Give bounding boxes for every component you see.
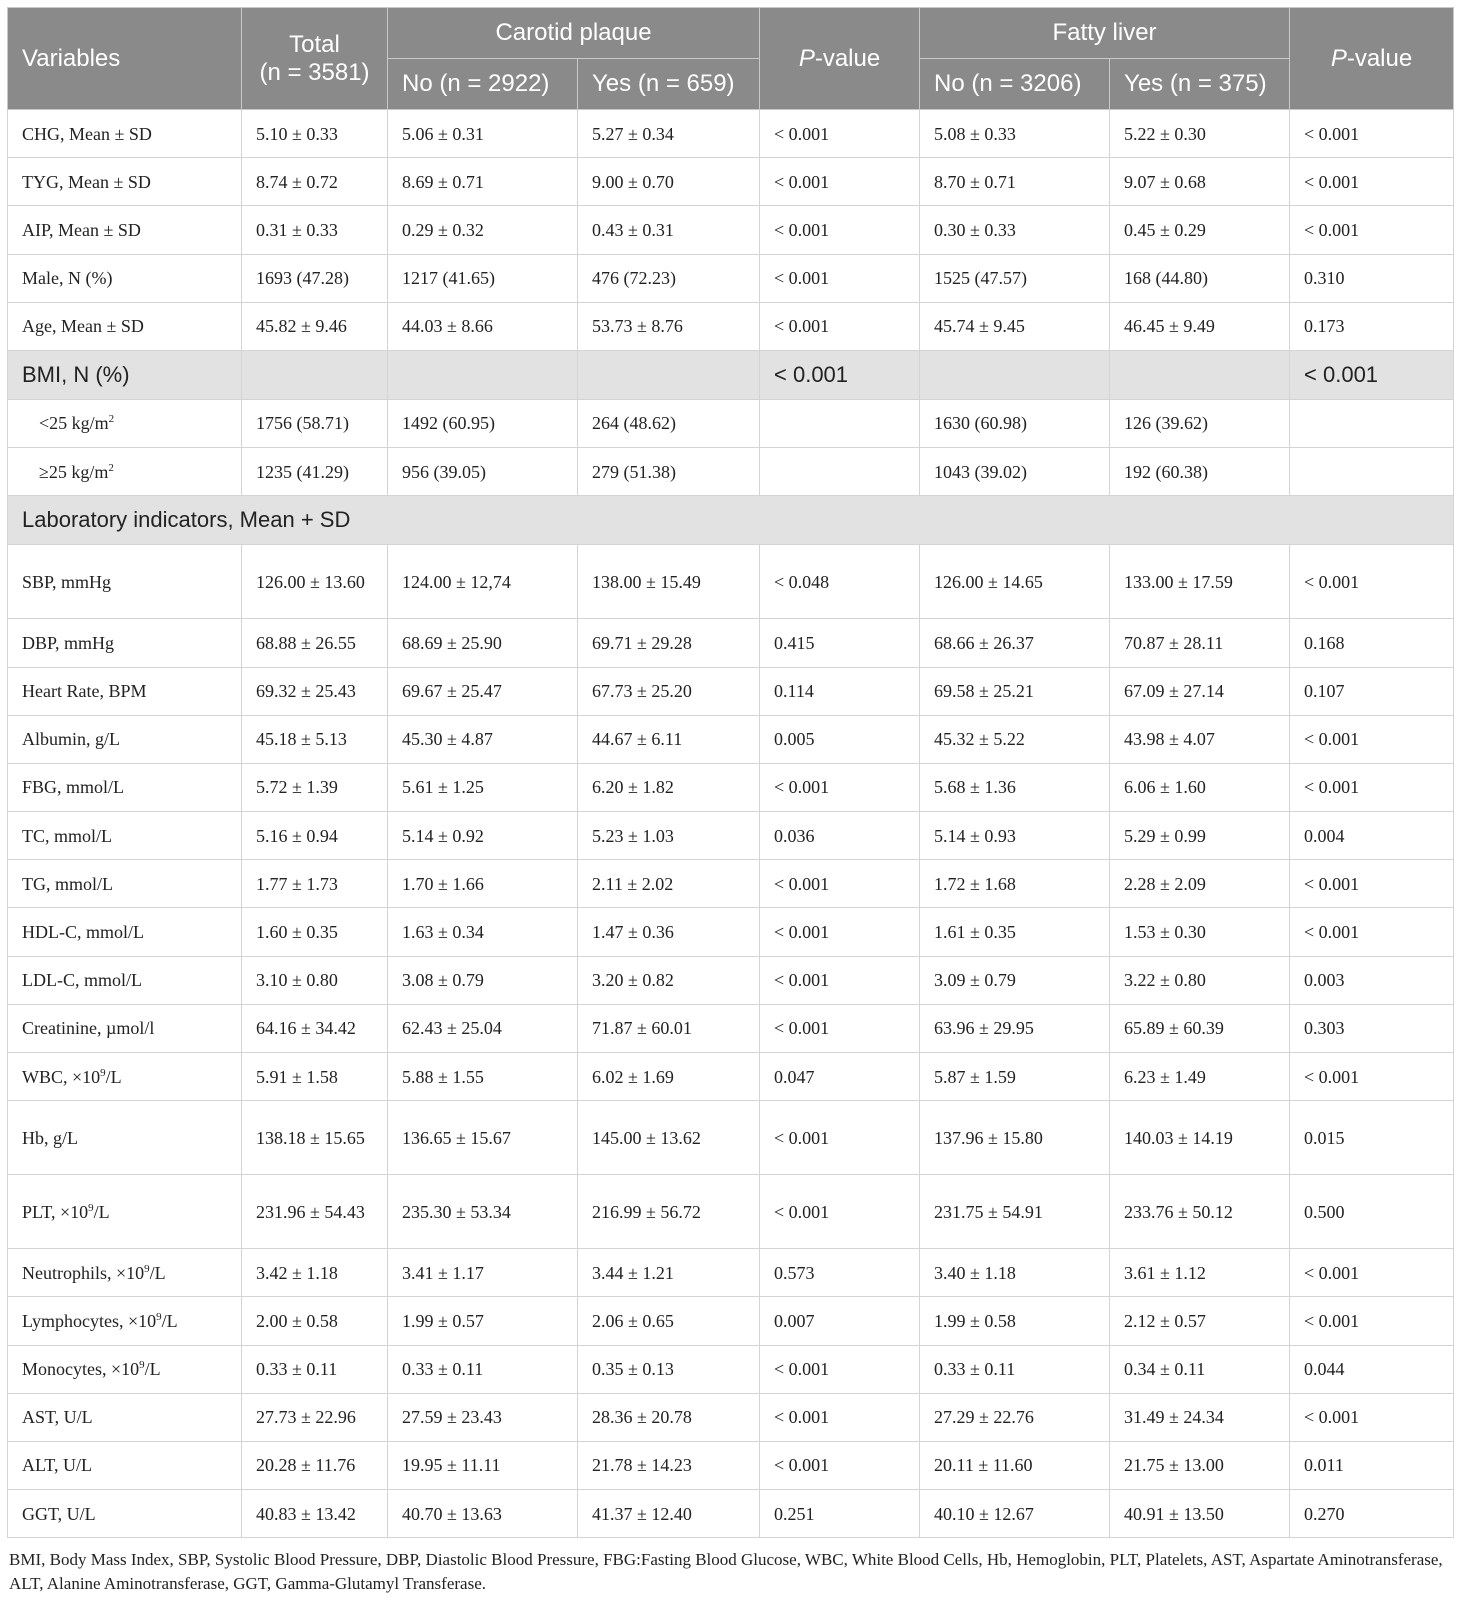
cell-fatty-p	[1290, 399, 1454, 447]
cell-carotid-yes: 145.00 ± 13.62	[578, 1101, 760, 1175]
cell-fatty-yes: 21.75 ± 13.00	[1110, 1441, 1290, 1489]
cell-carotid-no: 1.63 ± 0.34	[388, 908, 578, 956]
table-row	[8, 1249, 1454, 1297]
cell-total: 0.31 ± 0.33	[242, 206, 388, 254]
cell-total: 5.10 ± 0.33	[242, 110, 388, 158]
table-header	[8, 8, 1454, 110]
cell-fatty-p: < 0.001	[1290, 545, 1454, 619]
cell-carotid-p: < 0.001	[760, 763, 920, 811]
bmi-fatty-p: < 0.001	[1290, 350, 1454, 399]
cell-carotid-p: < 0.001	[760, 1441, 920, 1489]
cell-carotid-no: 44.03 ± 8.66	[388, 302, 578, 350]
table-container	[7, 7, 1453, 1596]
header-total-label: Total	[289, 30, 340, 58]
cell-fatty-yes: 6.23 ± 1.49	[1110, 1053, 1290, 1101]
cell-fatty-p: < 0.001	[1290, 860, 1454, 908]
header-fatty-no: No (n = 3206)	[920, 59, 1110, 110]
cell-fatty-no: 0.30 ± 0.33	[920, 206, 1110, 254]
cell-total: 27.73 ± 22.96	[242, 1393, 388, 1441]
cell-total: 68.88 ± 26.55	[242, 619, 388, 667]
cell-carotid-yes: 5.23 ± 1.03	[578, 812, 760, 860]
baseline-characteristics-table	[7, 7, 1454, 1538]
row-label: PLT, $\times 10^9/L$	[8, 1175, 242, 1249]
cell-carotid-p	[760, 448, 920, 496]
cell-total: 1693 (47.28)	[242, 254, 388, 302]
table-row	[8, 763, 1454, 811]
cell-carotid-yes: 279 (51.38)	[578, 448, 760, 496]
table-row	[8, 619, 1454, 667]
cell-carotid-p: 0.251	[760, 1490, 920, 1538]
cell-total: 231.96 ± 54.43	[242, 1175, 388, 1249]
cell-carotid-no: 8.69 ± 0.71	[388, 158, 578, 206]
table-row	[8, 254, 1454, 302]
cell-carotid-no: 235.30 ± 53.34	[388, 1175, 578, 1249]
cell-carotid-no: 19.95 ± 11.11	[388, 1441, 578, 1489]
cell-carotid-p: 0.005	[760, 715, 920, 763]
cell-fatty-p: 0.003	[1290, 956, 1454, 1004]
table-row	[8, 860, 1454, 908]
cell-carotid-p: < 0.001	[760, 1393, 920, 1441]
cell-fatty-no: 45.74 ± 9.45	[920, 302, 1110, 350]
cell-carotid-yes: 3.20 ± 0.82	[578, 956, 760, 1004]
table-row	[8, 110, 1454, 158]
cell-carotid-no: 1217 (41.65)	[388, 254, 578, 302]
row-label: ≥25 $kg/m^2$	[8, 448, 242, 496]
cell-fatty-yes: 2.12 ± 0.57	[1110, 1297, 1290, 1345]
cell-carotid-p: 0.007	[760, 1297, 920, 1345]
cell-fatty-p: < 0.001	[1290, 1393, 1454, 1441]
row-label: Albumin, g/L	[8, 715, 242, 763]
header-fatty-liver: Fatty liver	[920, 8, 1290, 59]
cell-carotid-yes: 2.06 ± 0.65	[578, 1297, 760, 1345]
table-row	[8, 1175, 1454, 1249]
cell-carotid-p: 0.114	[760, 667, 920, 715]
row-label: AIP, Mean ± SD	[8, 206, 242, 254]
header-carotid-no: No (n = 2922)	[388, 59, 578, 110]
table-row	[8, 956, 1454, 1004]
cell-carotid-no: 5.61 ± 1.25	[388, 763, 578, 811]
cell-fatty-no: 1525 (47.57)	[920, 254, 1110, 302]
cell-carotid-p: < 0.048	[760, 545, 920, 619]
cell-fatty-yes: 126 (39.62)	[1110, 399, 1290, 447]
cell-carotid-yes: 67.73 ± 25.20	[578, 667, 760, 715]
table-body	[8, 110, 1454, 545]
cell-carotid-yes: 5.27 ± 0.34	[578, 110, 760, 158]
row-label: Age, Mean ± SD	[8, 302, 242, 350]
cell-carotid-no: 3.08 ± 0.79	[388, 956, 578, 1004]
cell-carotid-p	[760, 399, 920, 447]
cell-fatty-no: 5.14 ± 0.93	[920, 812, 1110, 860]
cell-fatty-p: < 0.001	[1290, 1053, 1454, 1101]
cell-carotid-yes: 53.73 ± 8.76	[578, 302, 760, 350]
cell-carotid-no: 40.70 ± 13.63	[388, 1490, 578, 1538]
cell-fatty-no: 1.99 ± 0.58	[920, 1297, 1110, 1345]
cell-carotid-yes: 0.35 ± 0.13	[578, 1345, 760, 1393]
cell-carotid-no: 1.70 ± 1.66	[388, 860, 578, 908]
cell-fatty-no: 5.87 ± 1.59	[920, 1053, 1110, 1101]
cell-fatty-no: 126.00 ± 14.65	[920, 545, 1110, 619]
cell-fatty-yes: 233.76 ± 50.12	[1110, 1175, 1290, 1249]
cell-fatty-p: 0.004	[1290, 812, 1454, 860]
cell-fatty-yes: 5.29 ± 0.99	[1110, 812, 1290, 860]
cell-carotid-p: < 0.001	[760, 1101, 920, 1175]
cell-fatty-no: 1630 (60.98)	[920, 399, 1110, 447]
cell-fatty-no: 69.58 ± 25.21	[920, 667, 1110, 715]
cell-carotid-no: 69.67 ± 25.47	[388, 667, 578, 715]
cell-fatty-no: 27.29 ± 22.76	[920, 1393, 1110, 1441]
cell-carotid-no: 0.29 ± 0.32	[388, 206, 578, 254]
header-carotid-yes: Yes (n = 659)	[578, 59, 760, 110]
cell-total: 69.32 ± 25.43	[242, 667, 388, 715]
table-row	[8, 812, 1454, 860]
cell-carotid-no: 5.06 ± 0.31	[388, 110, 578, 158]
cell-carotid-no: 5.14 ± 0.92	[388, 812, 578, 860]
cell-carotid-p: 0.573	[760, 1249, 920, 1297]
cell-total: 5.16 ± 0.94	[242, 812, 388, 860]
cell-fatty-no: 3.09 ± 0.79	[920, 956, 1110, 1004]
table-row	[8, 206, 1454, 254]
cell-fatty-p: 0.168	[1290, 619, 1454, 667]
table-row	[8, 545, 1454, 619]
cell-carotid-yes: 44.67 ± 6.11	[578, 715, 760, 763]
cell-fatty-no: 5.08 ± 0.33	[920, 110, 1110, 158]
section-row-bmi	[8, 350, 1454, 399]
cell-total: 1.60 ± 0.35	[242, 908, 388, 956]
table-row	[8, 1297, 1454, 1345]
cell-total: 40.83 ± 13.42	[242, 1490, 388, 1538]
cell-fatty-p: < 0.001	[1290, 715, 1454, 763]
row-label: LDL-C, mmol/L	[8, 956, 242, 1004]
cell-carotid-yes: 69.71 ± 29.28	[578, 619, 760, 667]
cell-fatty-yes: 70.87 ± 28.11	[1110, 619, 1290, 667]
cell-fatty-no: 8.70 ± 0.71	[920, 158, 1110, 206]
row-label: AST, U/L	[8, 1393, 242, 1441]
cell-fatty-yes: 3.22 ± 0.80	[1110, 956, 1290, 1004]
cell-fatty-no: 68.66 ± 26.37	[920, 619, 1110, 667]
cell-fatty-yes: 9.07 ± 0.68	[1110, 158, 1290, 206]
cell-fatty-yes: 40.91 ± 13.50	[1110, 1490, 1290, 1538]
cell-carotid-yes: 6.20 ± 1.82	[578, 763, 760, 811]
row-label: CHG, Mean ± SD	[8, 110, 242, 158]
cell-fatty-yes: 1.53 ± 0.30	[1110, 908, 1290, 956]
bmi-carotid-p: < 0.001	[760, 350, 920, 399]
table-row	[8, 1441, 1454, 1489]
cell-fatty-p: 0.173	[1290, 302, 1454, 350]
section-row-laboratory	[8, 496, 1454, 545]
cell-total: 3.10 ± 0.80	[242, 956, 388, 1004]
cell-fatty-p: < 0.001	[1290, 110, 1454, 158]
cell-total: 1756 (58.71)	[242, 399, 388, 447]
cell-fatty-yes: 192 (60.38)	[1110, 448, 1290, 496]
cell-carotid-p: < 0.001	[760, 158, 920, 206]
section-label-laboratory: Laboratory indicators, Mean + SD	[8, 496, 1454, 545]
cell-fatty-p: 0.044	[1290, 1345, 1454, 1393]
row-label: <25 $kg/m^2$	[8, 399, 242, 447]
cell-carotid-yes: 71.87 ± 60.01	[578, 1004, 760, 1052]
cell-carotid-no: 45.30 ± 4.87	[388, 715, 578, 763]
cell-carotid-yes: 28.36 ± 20.78	[578, 1393, 760, 1441]
cell-fatty-p: 0.500	[1290, 1175, 1454, 1249]
row-label: TYG, Mean ± SD	[8, 158, 242, 206]
cell-carotid-p: < 0.001	[760, 254, 920, 302]
cell-carotid-no: 5.88 ± 1.55	[388, 1053, 578, 1101]
row-label: Creatinine, µmol/l	[8, 1004, 242, 1052]
row-label: Lymphocytes, $\times 10^9/L$	[8, 1297, 242, 1345]
cell-carotid-p: < 0.001	[760, 1175, 920, 1249]
cell-carotid-yes: 216.99 ± 56.72	[578, 1175, 760, 1249]
cell-carotid-no: 3.41 ± 1.17	[388, 1249, 578, 1297]
cell-fatty-no: 231.75 ± 54.91	[920, 1175, 1110, 1249]
cell-fatty-p: < 0.001	[1290, 908, 1454, 956]
table-row	[8, 1053, 1454, 1101]
cell-fatty-p: < 0.001	[1290, 158, 1454, 206]
cell-carotid-p: < 0.001	[760, 206, 920, 254]
row-label: TG, mmol/L	[8, 860, 242, 908]
cell-fatty-yes: 65.89 ± 60.39	[1110, 1004, 1290, 1052]
cell-carotid-p: 0.047	[760, 1053, 920, 1101]
header-carotid-plaque: Carotid plaque	[388, 8, 760, 59]
cell-carotid-yes: 264 (48.62)	[578, 399, 760, 447]
cell-fatty-yes: 0.34 ± 0.11	[1110, 1345, 1290, 1393]
cell-carotid-no: 68.69 ± 25.90	[388, 619, 578, 667]
cell-carotid-p: 0.415	[760, 619, 920, 667]
cell-carotid-p: < 0.001	[760, 956, 920, 1004]
cell-carotid-yes: 476 (72.23)	[578, 254, 760, 302]
cell-total: 138.18 ± 15.65	[242, 1101, 388, 1175]
cell-fatty-p: 0.107	[1290, 667, 1454, 715]
cell-carotid-no: 62.43 ± 25.04	[388, 1004, 578, 1052]
header-fatty-p-value: P-value	[1290, 8, 1454, 110]
cell-carotid-yes: 2.11 ± 2.02	[578, 860, 760, 908]
table-row	[8, 1345, 1454, 1393]
cell-fatty-yes: 43.98 ± 4.07	[1110, 715, 1290, 763]
header-fatty-yes: Yes (n = 375)	[1110, 59, 1290, 110]
table-row	[8, 1101, 1454, 1175]
header-total-n: (n = 3581)	[259, 58, 370, 86]
row-label: DBP, mmHg	[8, 619, 242, 667]
cell-total: 5.72 ± 1.39	[242, 763, 388, 811]
cell-fatty-yes: 168 (44.80)	[1110, 254, 1290, 302]
row-label: Heart Rate, BPM	[8, 667, 242, 715]
table-row	[8, 302, 1454, 350]
cell-carotid-no: 1.99 ± 0.57	[388, 1297, 578, 1345]
table-row	[8, 158, 1454, 206]
table-footnote: BMI, Body Mass Index, SBP, Systolic Blood Pressure, DBP, Diastolic Blood Pressure, FBG:Fasting Blood Glucose, WBC, White Blood Cells, Hb, Hemoglobin, PLT, Platelets, AST, Aspartate Aminotransferase, ALT, Alanine Aminotransferase, GGT, Gamma-Glutamyl Transferase.	[9, 1550, 1443, 1594]
row-label: Male, N (%)	[8, 254, 242, 302]
cell-total: 8.74 ± 0.72	[242, 158, 388, 206]
cell-fatty-yes: 3.61 ± 1.12	[1110, 1249, 1290, 1297]
cell-fatty-p: < 0.001	[1290, 763, 1454, 811]
cell-fatty-p: 0.310	[1290, 254, 1454, 302]
cell-fatty-no: 1.61 ± 0.35	[920, 908, 1110, 956]
header-variables: Variables	[8, 8, 242, 110]
row-label: FBG, mmol/L	[8, 763, 242, 811]
cell-carotid-p: < 0.001	[760, 110, 920, 158]
row-label: WBC, $\times 10^9/L$	[8, 1053, 242, 1101]
cell-carotid-p: 0.036	[760, 812, 920, 860]
cell-carotid-no: 1492 (60.95)	[388, 399, 578, 447]
cell-fatty-no: 63.96 ± 29.95	[920, 1004, 1110, 1052]
cell-fatty-yes: 31.49 ± 24.34	[1110, 1393, 1290, 1441]
cell-fatty-no: 1043 (39.02)	[920, 448, 1110, 496]
cell-carotid-yes: 0.43 ± 0.31	[578, 206, 760, 254]
row-label: Hb, g/L	[8, 1101, 242, 1175]
cell-carotid-no: 0.33 ± 0.11	[388, 1345, 578, 1393]
cell-fatty-yes: 2.28 ± 2.09	[1110, 860, 1290, 908]
cell-carotid-yes: 138.00 ± 15.49	[578, 545, 760, 619]
header-total	[242, 8, 388, 110]
row-label: SBP, mmHg	[8, 545, 242, 619]
cell-carotid-p: < 0.001	[760, 860, 920, 908]
table-row	[8, 399, 1454, 447]
cell-carotid-no: 956 (39.05)	[388, 448, 578, 496]
cell-fatty-no: 45.32 ± 5.22	[920, 715, 1110, 763]
cell-carotid-p: < 0.001	[760, 1345, 920, 1393]
cell-carotid-yes: 3.44 ± 1.21	[578, 1249, 760, 1297]
cell-fatty-no: 1.72 ± 1.68	[920, 860, 1110, 908]
cell-carotid-yes: 1.47 ± 0.36	[578, 908, 760, 956]
row-label: Monocytes, $\times 10^9/L$	[8, 1345, 242, 1393]
cell-total: 1235 (41.29)	[242, 448, 388, 496]
table-row	[8, 1490, 1454, 1538]
cell-fatty-p: < 0.001	[1290, 1249, 1454, 1297]
cell-fatty-p	[1290, 448, 1454, 496]
table-row	[8, 1393, 1454, 1441]
cell-fatty-yes: 140.03 ± 14.19	[1110, 1101, 1290, 1175]
cell-total: 3.42 ± 1.18	[242, 1249, 388, 1297]
cell-total: 126.00 ± 13.60	[242, 545, 388, 619]
cell-fatty-yes: 5.22 ± 0.30	[1110, 110, 1290, 158]
cell-fatty-no: 0.33 ± 0.11	[920, 1345, 1110, 1393]
cell-carotid-no: 124.00 ± 12,74	[388, 545, 578, 619]
cell-fatty-no: 40.10 ± 12.67	[920, 1490, 1110, 1538]
cell-fatty-no: 20.11 ± 11.60	[920, 1441, 1110, 1489]
cell-total: 0.33 ± 0.11	[242, 1345, 388, 1393]
table-row	[8, 1004, 1454, 1052]
cell-carotid-p: < 0.001	[760, 302, 920, 350]
cell-carotid-yes: 9.00 ± 0.70	[578, 158, 760, 206]
cell-total: 2.00 ± 0.58	[242, 1297, 388, 1345]
cell-total: 45.18 ± 5.13	[242, 715, 388, 763]
cell-fatty-no: 3.40 ± 1.18	[920, 1249, 1110, 1297]
cell-total: 45.82 ± 9.46	[242, 302, 388, 350]
cell-fatty-yes: 46.45 ± 9.49	[1110, 302, 1290, 350]
cell-fatty-yes: 67.09 ± 27.14	[1110, 667, 1290, 715]
cell-carotid-yes: 41.37 ± 12.40	[578, 1490, 760, 1538]
section-label-bmi: BMI, N (%)	[8, 350, 242, 399]
cell-total: 1.77 ± 1.73	[242, 860, 388, 908]
row-label: Neutrophils, $\times 10^9/L$	[8, 1249, 242, 1297]
cell-fatty-yes: 133.00 ± 17.59	[1110, 545, 1290, 619]
cell-total: 20.28 ± 11.76	[242, 1441, 388, 1489]
table-row	[8, 667, 1454, 715]
row-label: ALT, U/L	[8, 1441, 242, 1489]
cell-fatty-no: 137.96 ± 15.80	[920, 1101, 1110, 1175]
table-row	[8, 448, 1454, 496]
table-row	[8, 908, 1454, 956]
lab-rows	[8, 545, 1454, 1538]
cell-carotid-no: 27.59 ± 23.43	[388, 1393, 578, 1441]
cell-carotid-yes: 6.02 ± 1.69	[578, 1053, 760, 1101]
cell-fatty-p: 0.011	[1290, 1441, 1454, 1489]
row-label: TC, mmol/L	[8, 812, 242, 860]
cell-fatty-p: 0.270	[1290, 1490, 1454, 1538]
cell-fatty-yes: 6.06 ± 1.60	[1110, 763, 1290, 811]
cell-fatty-no: 5.68 ± 1.36	[920, 763, 1110, 811]
cell-carotid-no: 136.65 ± 15.67	[388, 1101, 578, 1175]
cell-total: 64.16 ± 34.42	[242, 1004, 388, 1052]
row-label: HDL-C, mmol/L	[8, 908, 242, 956]
table-row	[8, 715, 1454, 763]
cell-fatty-p: < 0.001	[1290, 206, 1454, 254]
row-label: GGT, U/L	[8, 1490, 242, 1538]
header-carotid-p-value: P-value	[760, 8, 920, 110]
cell-carotid-p: < 0.001	[760, 908, 920, 956]
cell-carotid-p: < 0.001	[760, 1004, 920, 1052]
cell-fatty-p: 0.303	[1290, 1004, 1454, 1052]
cell-fatty-p: 0.015	[1290, 1101, 1454, 1175]
cell-fatty-p: < 0.001	[1290, 1297, 1454, 1345]
cell-total: 5.91 ± 1.58	[242, 1053, 388, 1101]
cell-carotid-yes: 21.78 ± 14.23	[578, 1441, 760, 1489]
cell-fatty-yes: 0.45 ± 0.29	[1110, 206, 1290, 254]
